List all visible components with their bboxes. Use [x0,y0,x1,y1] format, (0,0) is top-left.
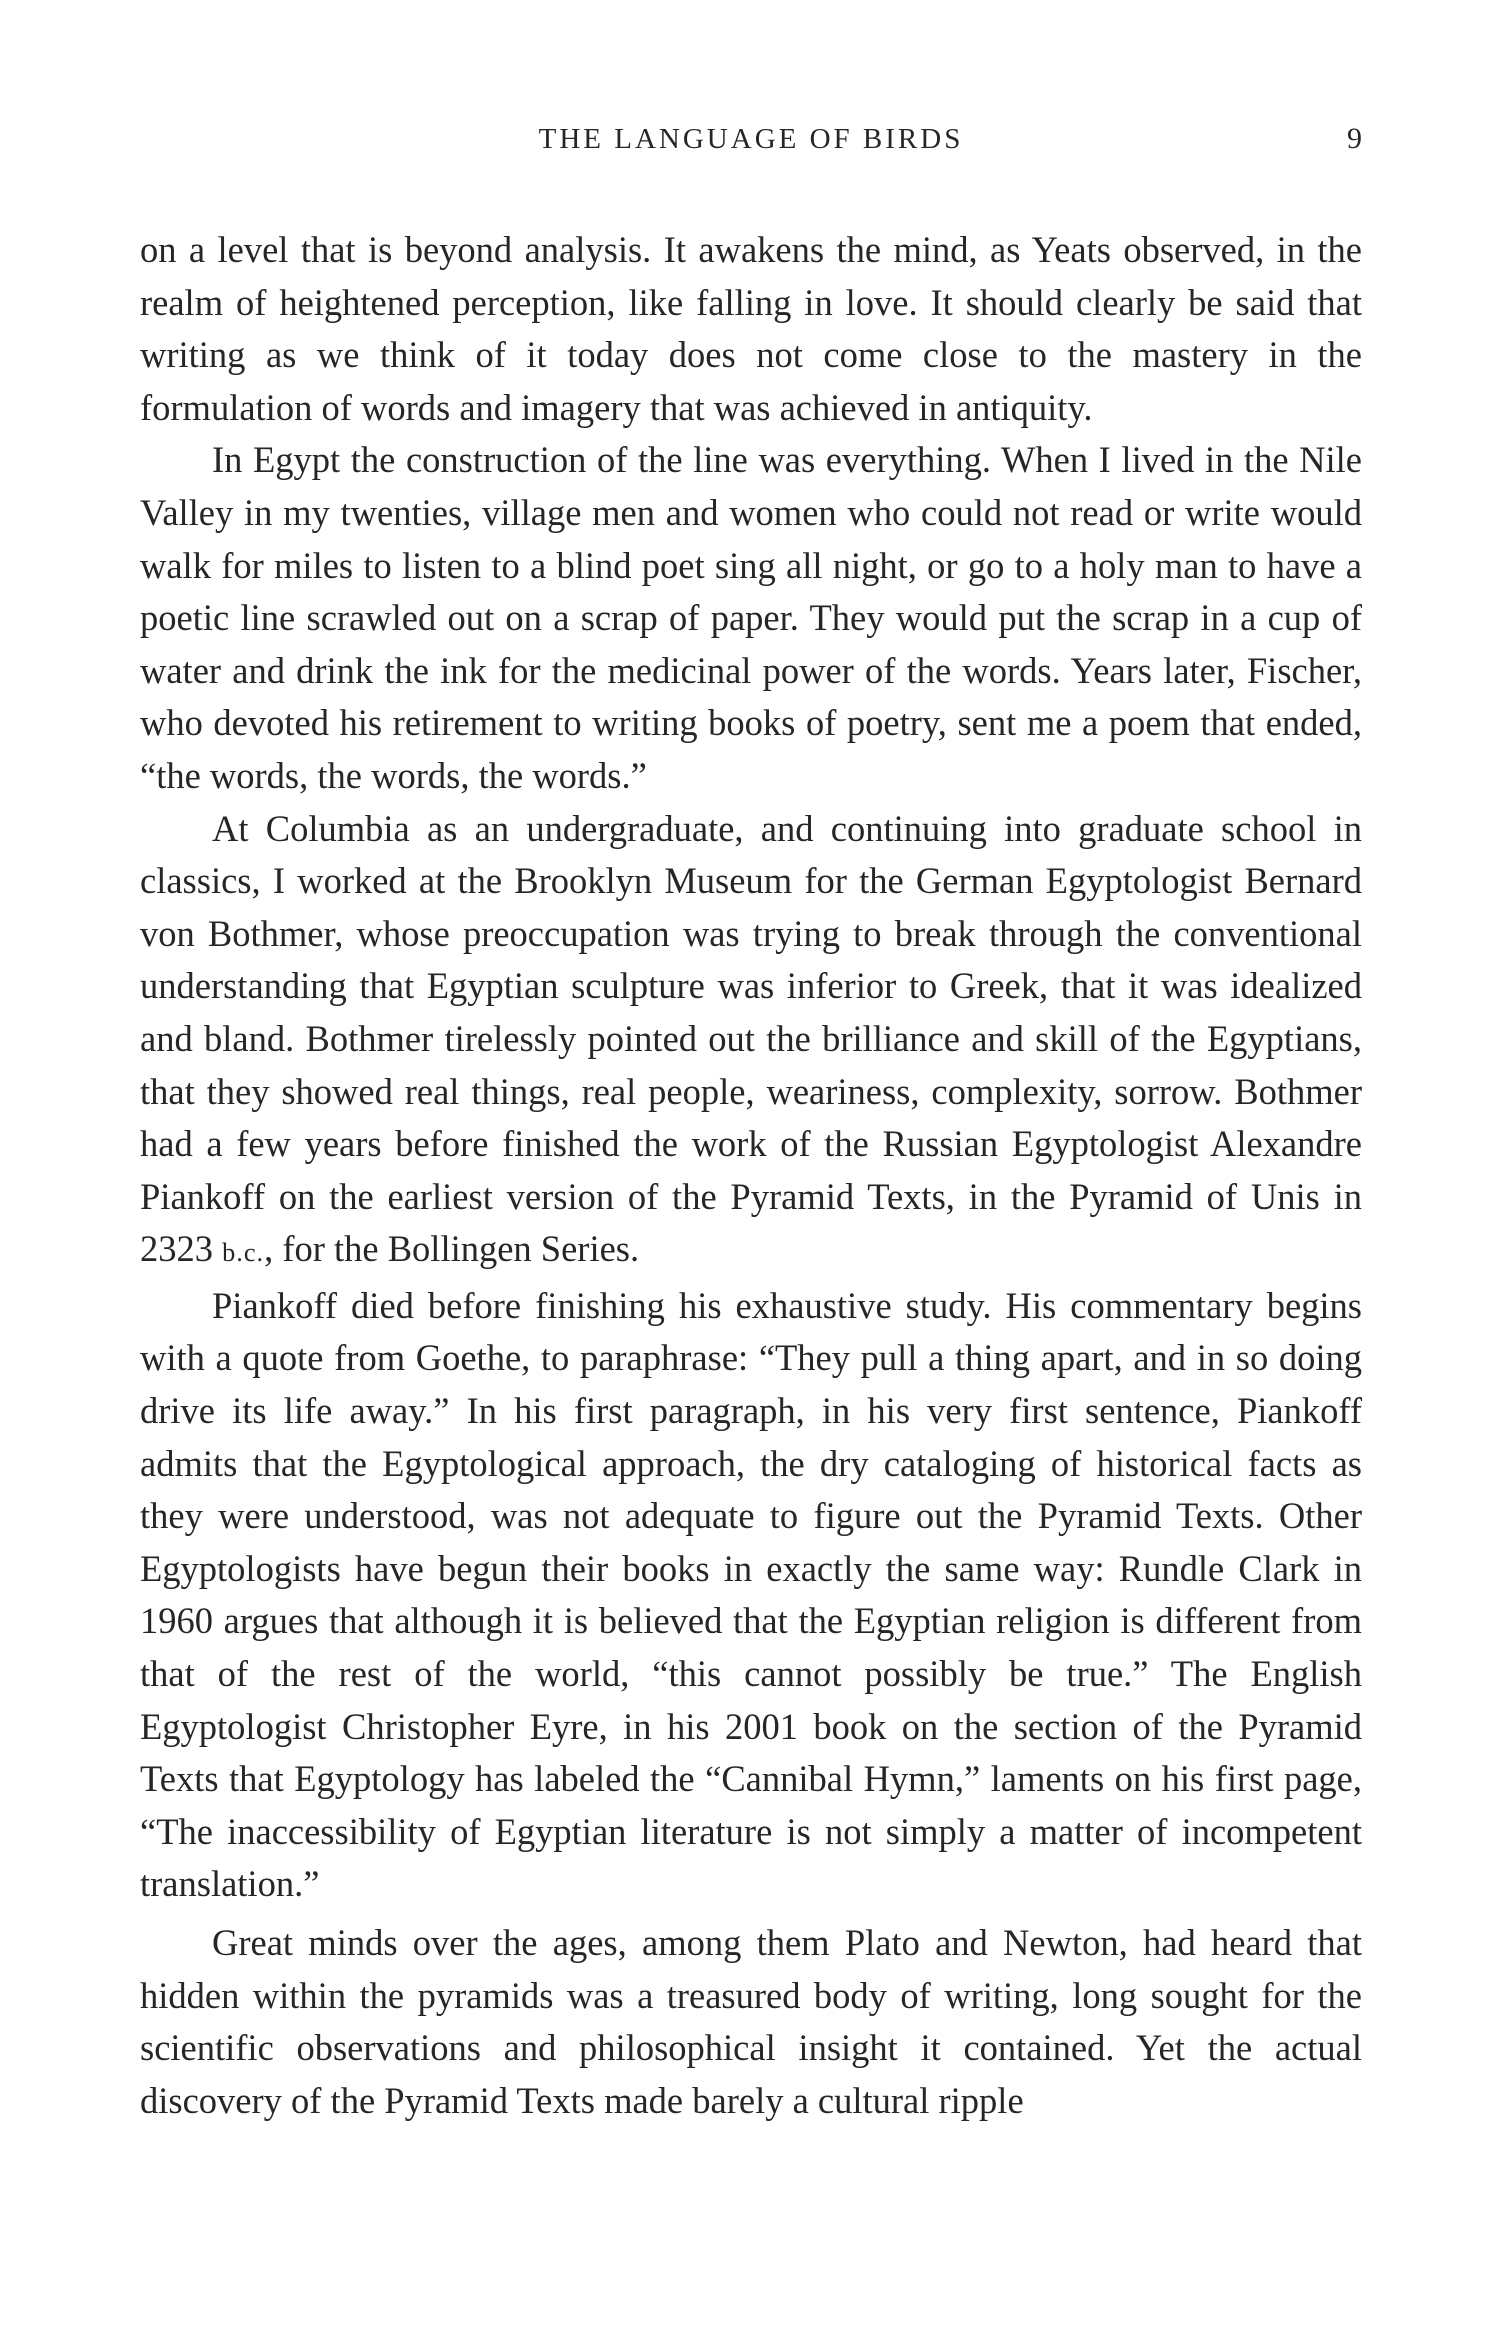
paragraph-4: Piankoff died before finishing his exhaustive study. His commentary begins with a quote from Goethe, to paraphrase: “They pull a thing apart, and in so doing drive its life away.” In his first paragraph, in his very first sentence, Piankoff admits that the Egyptological approach, the dry cataloging of historical facts as they were understood, was not adequate to figure out the Pyramid Texts. Other Egyptologists have begun their books in exactly the same way: Rundle Clark in 1960 argues that although it is believed that the Egyptian religion is different from that of the rest of the world, “this cannot possibly be true.” The English Egyptologist Christopher Eyre, in his 2001 book on the section of the Pyramid Texts that Egyptology has labeled the “Cannibal Hymn,” laments on his first page, “The inaccessibility of Egyptian literature is not simply a matter of incompetent translation.” [140,1284,1362,1905]
running-title: THE LANGUAGE OF BIRDS [538,123,964,155]
paragraph-2: In Egypt the construction of the line was everything. When I lived in the Nile Valley in my twenties, village men and women who could not read or write would walk for miles to listen to a blind poet sing all night, or go to a holy man to have a poetic line scrawled out on a scrap of paper. They would put the scrap in a cup of water and drink the ink for the medicinal power of the words. Years later, Fischer, who devoted his retirement to writing books of poetry, sent me a poem that ended, “the words, the words, the words.” [140,439,1362,796]
body-text [140,224,1362,2127]
era-abbreviation: b.c. [222,1238,265,1268]
paragraph-1: on a level that is beyond analysis. It awakens the mind, as Yeats observed, in the realm of heightened perception, like falling in love. It should clearly be said that writing as we think of it today does not come close to the mastery in the formulation of words and imagery that was achieved in antiquity. [140,229,1362,428]
paragraph-3-text: At Columbia as an undergraduate, and continuing into graduate school in classics, I worked at the Brooklyn Museum for the German Egyptologist Bernard von Bothmer, whose preoccupation was trying to break through the conventional understanding that Egyptian sculpture was inferior to Greek, that it was idealized and bland. Bothmer tirelessly pointed out the brilliance and skill of the Egyptians, that they showed real things, real people, weariness, complexity, sorrow. Bothmer had a few years before finished the work of the Russian Egyptologist Alexandre Piankoff on the earliest version of the Pyramid Texts, in the Pyramid of Unis in 2323 [140,807,1362,1270]
paragraph-3-tail: , for the Bollingen Series. [264,1228,640,1270]
running-head [140,115,1362,163]
page-number: 9 [1347,122,1362,155]
paragraph-5: Great minds over the ages, among them Plato and Newton, had heard that hidden within the pyramids was a treasured body of writing, long sought for the scientific observations and philosophical insight it contained. Yet the actual discovery of the Pyramid Texts made barely a cultural ripple [140,1922,1362,2121]
paragraph-3 [140,803,1362,1280]
